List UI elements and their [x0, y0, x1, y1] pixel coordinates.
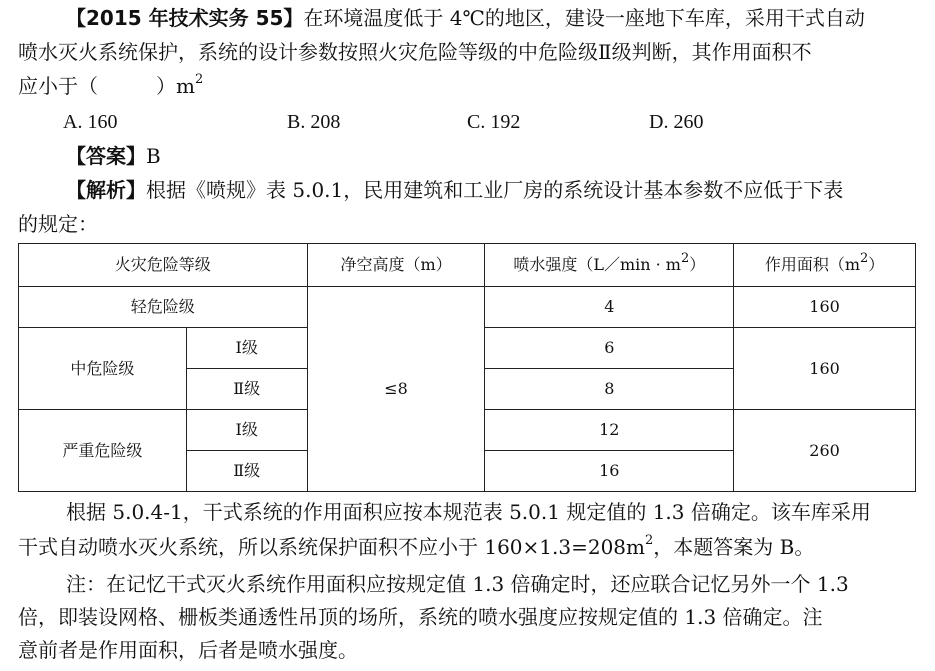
header-intensity [485, 244, 734, 287]
header-area-text: 作用面积（m [764, 255, 861, 274]
analysis-tag: 【解析】 [66, 178, 146, 202]
header-intensity-sup: 2 [680, 250, 690, 266]
header-hazard: 火灾危险等级 [19, 244, 308, 287]
light-area: 160 [734, 287, 916, 328]
question-text-3b: ）m [156, 74, 195, 98]
middle-hazard-name: 中危险级 [19, 328, 187, 410]
explanation-text-2b: ，本题答案为 B。 [653, 535, 815, 559]
analysis-line-2: 的规定： [18, 212, 98, 236]
severe-sub1: Ⅰ级 [186, 410, 307, 451]
note-line-3: 意前者是作用面积，后者是喷水强度。 [18, 638, 358, 662]
option-b: B. 208 [287, 111, 341, 133]
analysis-line-1 [66, 176, 843, 204]
light-hazard-name: 轻危险级 [19, 287, 308, 328]
explanation-line-1: 根据 5.0.4-1，干式系统的作用面积应按本规范表 5.0.1 规定值的 1.3 倍确定。该车库采用 [66, 500, 871, 524]
middle-sub2: Ⅱ级 [186, 369, 307, 410]
header-area [734, 244, 916, 287]
answer-value: B [146, 144, 161, 168]
analysis-text-1: 根据《喷规》表 5.0.1，民用建筑和工业厂房的系统设计基本参数不应低于下表 [146, 178, 844, 202]
explanation-line-2 [18, 533, 814, 561]
spec-table [18, 243, 916, 492]
table-row [19, 287, 916, 328]
option-a: A. 160 [63, 111, 118, 133]
middle-intensity2: 8 [485, 369, 734, 410]
unit-superscript: 2 [194, 72, 204, 88]
header-area-close: ） [868, 255, 885, 274]
severe-area: 260 [734, 410, 916, 492]
option-d: D. 260 [649, 111, 704, 133]
note-line-1: 注：在记忆干式灭火系统作用面积应按规定值 1.3 倍确定时，还应联合记忆另外一个 1.3 [66, 572, 849, 596]
answer-line [66, 142, 161, 170]
answer-tag: 【答案】 [66, 144, 146, 168]
middle-sub1: Ⅰ级 [186, 328, 307, 369]
header-area-sup: 2 [860, 250, 869, 266]
light-intensity: 4 [485, 287, 734, 328]
explanation-text-2a: 干式自动喷水灭火系统，所以系统保护面积不应小于 160×1.3=208m [18, 535, 645, 559]
question-line-3 [18, 72, 203, 100]
severe-hazard-name: 严重危险级 [19, 410, 187, 492]
middle-area: 160 [734, 328, 916, 410]
question-source-tag: 【2015 年技术实务 55】 [66, 6, 304, 30]
severe-intensity1: 12 [485, 410, 734, 451]
question-line-1 [66, 4, 865, 32]
question-text-3a: 应小于（ [18, 74, 98, 98]
severe-sub2: Ⅱ级 [186, 451, 307, 492]
option-c: C. 192 [467, 111, 521, 133]
middle-intensity1: 6 [485, 328, 734, 369]
table-header-row [19, 244, 916, 287]
question-line-2: 喷水灭火系统保护，系统的设计参数按照火灾危险等级的中危险级Ⅱ级判断，其作用面积不 [18, 40, 812, 64]
severe-intensity2: 16 [485, 451, 734, 492]
note-line-2: 倍，即装设网格、栅板类通透性吊顶的场所，系统的喷水强度应按规定值的 1.3 倍确定。注 [18, 605, 823, 629]
header-intensity-text: 喷水强度（L／min · m [513, 255, 681, 274]
header-intensity-close: ） [689, 255, 706, 274]
question-text-1: 在环境温度低于 4℃的地区，建设一座地下车库，采用干式自动 [303, 6, 865, 30]
explanation-sup: 2 [645, 533, 654, 549]
header-height: 净空高度（m） [307, 244, 485, 287]
height-value: ≤8 [307, 287, 485, 492]
